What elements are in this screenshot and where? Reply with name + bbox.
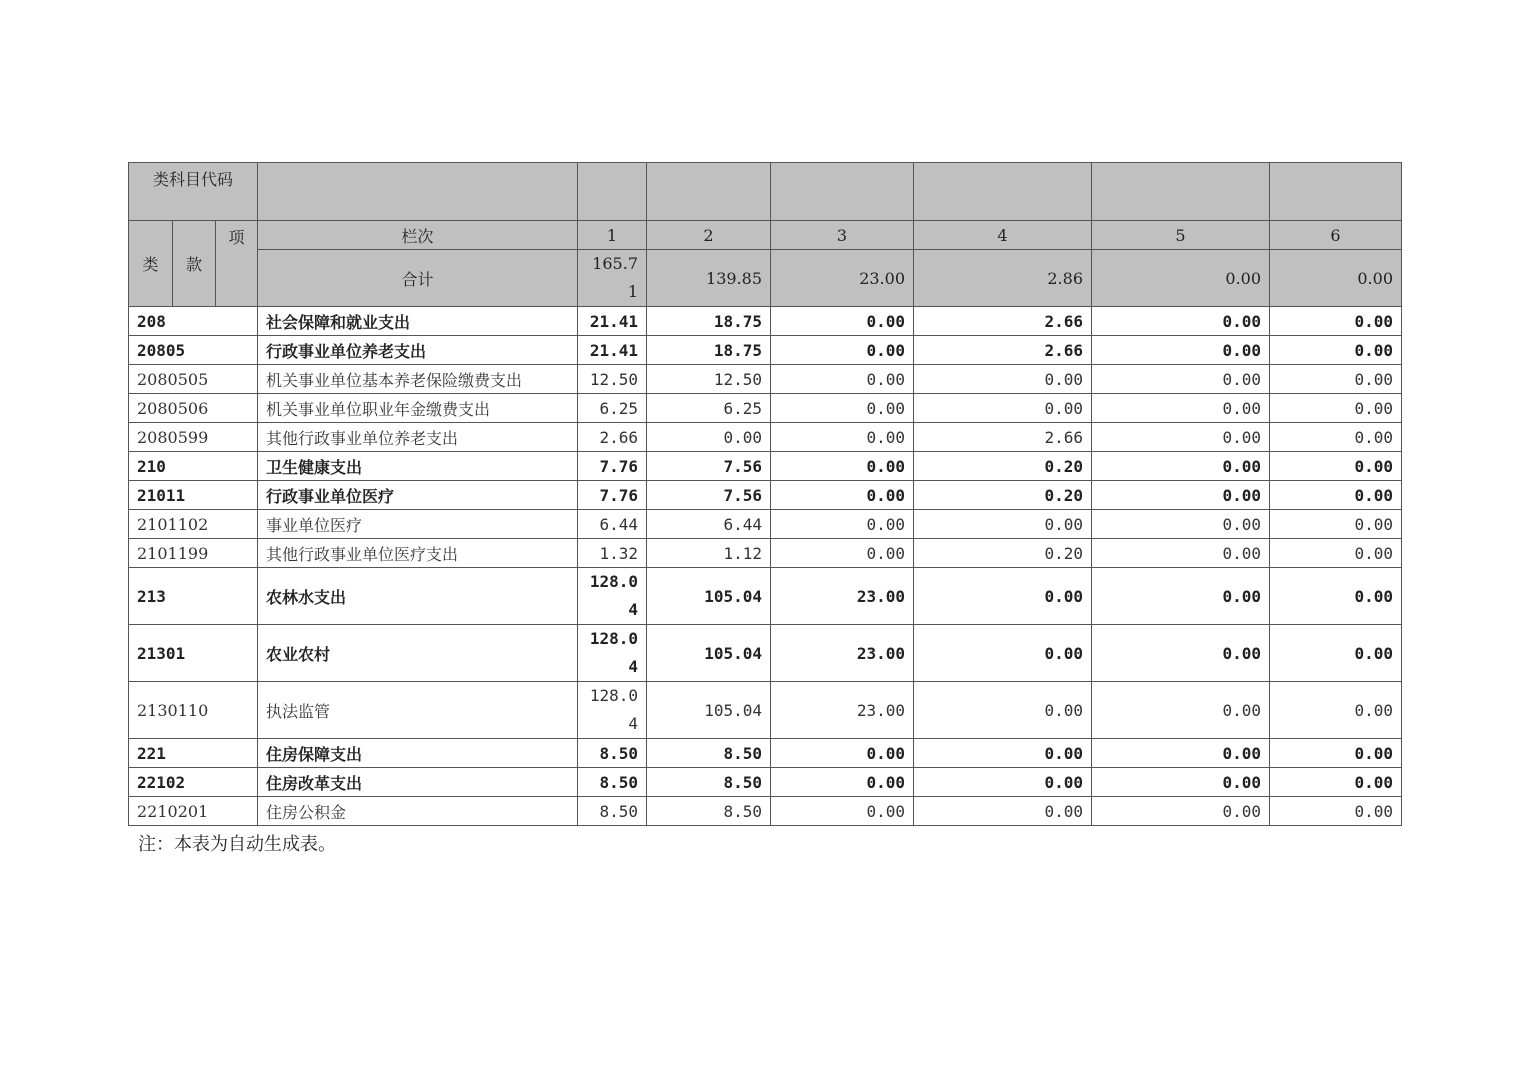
row-value-2: 7.56	[647, 481, 771, 510]
row-value-4: 2.66	[914, 336, 1092, 365]
row-value-2: 105.04	[647, 625, 771, 682]
header-blank-name	[258, 163, 578, 221]
row-code: 2080505	[129, 365, 258, 394]
row-value-4: 0.20	[914, 539, 1092, 568]
row-value-6: 0.00	[1270, 768, 1402, 797]
row-code: 21301	[129, 625, 258, 682]
row-name: 农业农村	[258, 625, 578, 682]
header-blank-4	[914, 163, 1092, 221]
row-value-6: 0.00	[1270, 481, 1402, 510]
header-blank-5	[1092, 163, 1270, 221]
row-value-5: 0.00	[1092, 797, 1270, 826]
row-value-4: 0.00	[914, 510, 1092, 539]
row-value-6: 0.00	[1270, 365, 1402, 394]
row-value-1: 128.04	[578, 568, 647, 625]
row-value-1: 12.50	[578, 365, 647, 394]
total-value-1: 165.71	[578, 250, 647, 307]
row-value-1: 8.50	[578, 739, 647, 768]
row-value-1: 2.66	[578, 423, 647, 452]
row-value-3: 0.00	[771, 423, 914, 452]
row-value-5: 0.00	[1092, 423, 1270, 452]
row-value-5: 0.00	[1092, 510, 1270, 539]
col-number-1: 1	[578, 221, 647, 250]
row-code: 2101102	[129, 510, 258, 539]
row-value-3: 0.00	[771, 307, 914, 336]
total-value-5: 0.00	[1092, 250, 1270, 307]
total-value-6: 0.00	[1270, 250, 1402, 307]
table-row	[129, 452, 1402, 481]
lanci-label: 栏次	[258, 221, 578, 250]
total-value-2: 139.85	[647, 250, 771, 307]
table-row	[129, 423, 1402, 452]
row-value-3: 0.00	[771, 539, 914, 568]
row-value-1: 7.76	[578, 452, 647, 481]
row-name: 机关事业单位基本养老保险缴费支出	[258, 365, 578, 394]
row-code: 20805	[129, 336, 258, 365]
row-value-6: 0.00	[1270, 739, 1402, 768]
row-name: 其他行政事业单位医疗支出	[258, 539, 578, 568]
row-value-6: 0.00	[1270, 797, 1402, 826]
table-row	[129, 365, 1402, 394]
row-value-1: 8.50	[578, 768, 647, 797]
row-name: 社会保障和就业支出	[258, 307, 578, 336]
xiang-label: 项	[216, 221, 258, 307]
row-value-2: 8.50	[647, 797, 771, 826]
row-value-1: 21.41	[578, 307, 647, 336]
table-row	[129, 510, 1402, 539]
row-value-3: 0.00	[771, 510, 914, 539]
row-value-1: 128.04	[578, 625, 647, 682]
row-value-5: 0.00	[1092, 336, 1270, 365]
header-blank-2	[647, 163, 771, 221]
row-value-3: 0.00	[771, 739, 914, 768]
row-value-1: 8.50	[578, 797, 647, 826]
header-row-top	[129, 163, 1402, 221]
table-row	[129, 797, 1402, 826]
row-code: 2130110	[129, 682, 258, 739]
col-number-3: 3	[771, 221, 914, 250]
row-value-3: 0.00	[771, 394, 914, 423]
row-value-5: 0.00	[1092, 452, 1270, 481]
row-value-3: 23.00	[771, 625, 914, 682]
row-value-4: 0.20	[914, 481, 1092, 510]
col-number-4: 4	[914, 221, 1092, 250]
row-value-6: 0.00	[1270, 394, 1402, 423]
table-row	[129, 336, 1402, 365]
row-code: 2210201	[129, 797, 258, 826]
row-value-4: 0.00	[914, 797, 1092, 826]
row-value-5: 0.00	[1092, 568, 1270, 625]
row-value-4: 0.00	[914, 625, 1092, 682]
row-value-6: 0.00	[1270, 307, 1402, 336]
row-name: 行政事业单位养老支出	[258, 336, 578, 365]
row-value-4: 0.00	[914, 768, 1092, 797]
row-value-1: 6.25	[578, 394, 647, 423]
row-value-1: 21.41	[578, 336, 647, 365]
row-value-3: 23.00	[771, 682, 914, 739]
row-name: 行政事业单位医疗	[258, 481, 578, 510]
row-value-2: 6.25	[647, 394, 771, 423]
row-value-5: 0.00	[1092, 768, 1270, 797]
row-code: 2101199	[129, 539, 258, 568]
row-value-6: 0.00	[1270, 539, 1402, 568]
row-name: 其他行政事业单位养老支出	[258, 423, 578, 452]
row-name: 事业单位医疗	[258, 510, 578, 539]
row-code: 2080599	[129, 423, 258, 452]
table-row	[129, 739, 1402, 768]
row-name: 卫生健康支出	[258, 452, 578, 481]
row-value-3: 0.00	[771, 336, 914, 365]
row-code: 221	[129, 739, 258, 768]
row-value-2: 18.75	[647, 336, 771, 365]
table-row	[129, 307, 1402, 336]
row-value-6: 0.00	[1270, 510, 1402, 539]
row-value-2: 18.75	[647, 307, 771, 336]
row-value-4: 0.00	[914, 394, 1092, 423]
row-value-2: 6.44	[647, 510, 771, 539]
table-row	[129, 625, 1402, 682]
table-row	[129, 394, 1402, 423]
row-value-1: 1.32	[578, 539, 647, 568]
row-name: 执法监管	[258, 682, 578, 739]
row-code: 213	[129, 568, 258, 625]
table-note: 注：本表为自动生成表。	[138, 834, 336, 855]
row-value-5: 0.00	[1092, 682, 1270, 739]
row-code: 2080506	[129, 394, 258, 423]
row-value-5: 0.00	[1092, 481, 1270, 510]
row-value-5: 0.00	[1092, 539, 1270, 568]
row-value-3: 0.00	[771, 768, 914, 797]
row-value-2: 12.50	[647, 365, 771, 394]
header-blank-6	[1270, 163, 1402, 221]
row-value-2: 8.50	[647, 768, 771, 797]
table-row	[129, 682, 1402, 739]
row-value-1: 6.44	[578, 510, 647, 539]
row-value-5: 0.00	[1092, 625, 1270, 682]
table-row	[129, 568, 1402, 625]
budget-table	[128, 162, 1402, 826]
row-value-1: 128.04	[578, 682, 647, 739]
table-row	[129, 768, 1402, 797]
row-value-4: 0.00	[914, 739, 1092, 768]
row-name: 农林水支出	[258, 568, 578, 625]
row-value-4: 0.00	[914, 568, 1092, 625]
row-name: 住房保障支出	[258, 739, 578, 768]
row-value-2: 105.04	[647, 682, 771, 739]
col-number-5: 5	[1092, 221, 1270, 250]
row-value-6: 0.00	[1270, 336, 1402, 365]
row-value-3: 0.00	[771, 797, 914, 826]
row-value-5: 0.00	[1092, 739, 1270, 768]
total-label: 合计	[258, 250, 578, 307]
row-value-3: 0.00	[771, 452, 914, 481]
row-code: 21011	[129, 481, 258, 510]
row-value-4: 0.00	[914, 365, 1092, 394]
row-value-6: 0.00	[1270, 423, 1402, 452]
row-value-5: 0.00	[1092, 307, 1270, 336]
row-value-2: 1.12	[647, 539, 771, 568]
row-value-6: 0.00	[1270, 625, 1402, 682]
row-code: 210	[129, 452, 258, 481]
header-blank-1	[578, 163, 647, 221]
row-value-2: 105.04	[647, 568, 771, 625]
table-row	[129, 481, 1402, 510]
row-name: 住房公积金	[258, 797, 578, 826]
row-value-3: 0.00	[771, 481, 914, 510]
code-label: 类科目代码	[129, 163, 258, 221]
row-value-2: 7.56	[647, 452, 771, 481]
row-value-5: 0.00	[1092, 394, 1270, 423]
row-value-4: 0.20	[914, 452, 1092, 481]
row-name: 机关事业单位职业年金缴费支出	[258, 394, 578, 423]
row-name: 住房改革支出	[258, 768, 578, 797]
row-value-2: 8.50	[647, 739, 771, 768]
kuan-label: 款	[173, 221, 216, 307]
row-value-6: 0.00	[1270, 682, 1402, 739]
row-value-2: 0.00	[647, 423, 771, 452]
header-blank-3	[771, 163, 914, 221]
row-value-5: 0.00	[1092, 365, 1270, 394]
header-row-lanci	[129, 221, 1402, 250]
row-value-4: 0.00	[914, 682, 1092, 739]
table-row	[129, 539, 1402, 568]
row-code: 208	[129, 307, 258, 336]
total-value-3: 23.00	[771, 250, 914, 307]
row-value-3: 23.00	[771, 568, 914, 625]
row-value-4: 2.66	[914, 307, 1092, 336]
lei-label: 类	[129, 221, 173, 307]
col-number-2: 2	[647, 221, 771, 250]
col-number-6: 6	[1270, 221, 1402, 250]
total-row	[129, 250, 1402, 307]
row-code: 22102	[129, 768, 258, 797]
row-value-3: 0.00	[771, 365, 914, 394]
total-value-4: 2.86	[914, 250, 1092, 307]
row-value-4: 2.66	[914, 423, 1092, 452]
row-value-1: 7.76	[578, 481, 647, 510]
row-value-6: 0.00	[1270, 568, 1402, 625]
row-value-6: 0.00	[1270, 452, 1402, 481]
